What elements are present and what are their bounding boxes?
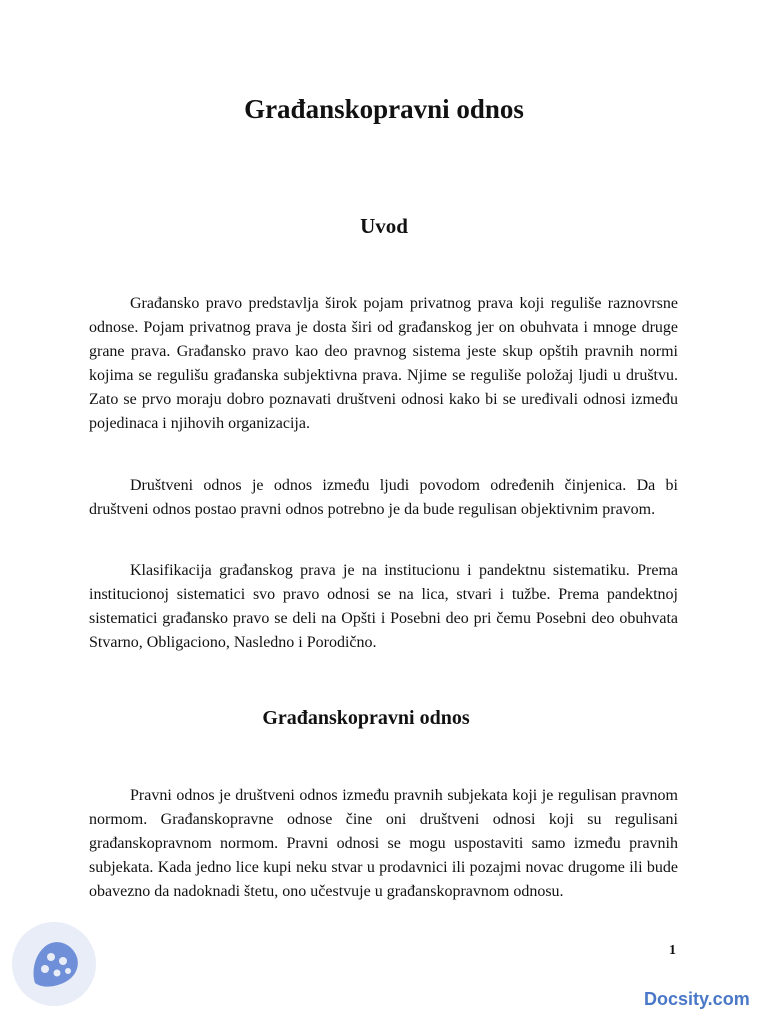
docsity-logo-shape [21,931,87,997]
paragraph-3: Klasifikacija građanskog prava je na institucionu i pandektnu sistematiku. Prema institucionoj sistematici svo pravo odnosi se na lica, stvari i tužbe. Prema pandektnoj sistematici građansko pravo se deli na Opšti i Posebni deo pri čemu Posebni deo obuhvata Stvarno, Obligaciono, Nasledno i Porodično. [89,562,678,651]
document-title: Građanskopravni odnos [244,94,524,124]
section-heading-gradjanskopravni: Građanskopravni odnos [262,707,470,729]
docsity-logo-icon[interactable] [12,922,96,1006]
paragraph-1: Građansko pravo predstavlja širok pojam privatnog prava koji reguliše raznovrsne odnose. Pojam privatnog prava je dosta širi od građanskog jer on obuhvata i mnoge druge grane prava. Građansko pravo kao deo pravnog sistema jeste skup opštih pravnih normi kojima se regulišu građanska subjektivna prava. Njime se reguliše položaj ljudi u društvu. Zato se prvo moraju dobro poznavati društveni odnosi kako bi se uređivali odnosi između pojedinaca i njihovih organizacija. [89,295,678,432]
paragraph-2: Društveni odnos je odnos između ljudi povodom određenih činjenica. Da bi društveni odnos postao pravni odnos potrebno je da bude regulisan objektivnim pravom. [89,477,678,518]
section-heading-uvod: Uvod [360,214,408,238]
docsity-watermark[interactable]: Docsity.com [644,989,750,1009]
paragraph-4: Pravni odnos je društveni odnos između pravnih subjekata koji je regulisan pravnom normom. Građanskopravne odnose čine oni društveni odnosi koji su regulisani građanskopravnom normom. Pravni odnosi se mogu uspostaviti samo između pravnih subjekata. Kada jedno lice kupi neku stvar u prodavnici ili pozajmi novac drugome ili bude obavezno da nadoknadi štetu, ono učestvuje u građanskopravnom odnosu. [89,787,678,900]
page-number: 1 [669,943,676,958]
